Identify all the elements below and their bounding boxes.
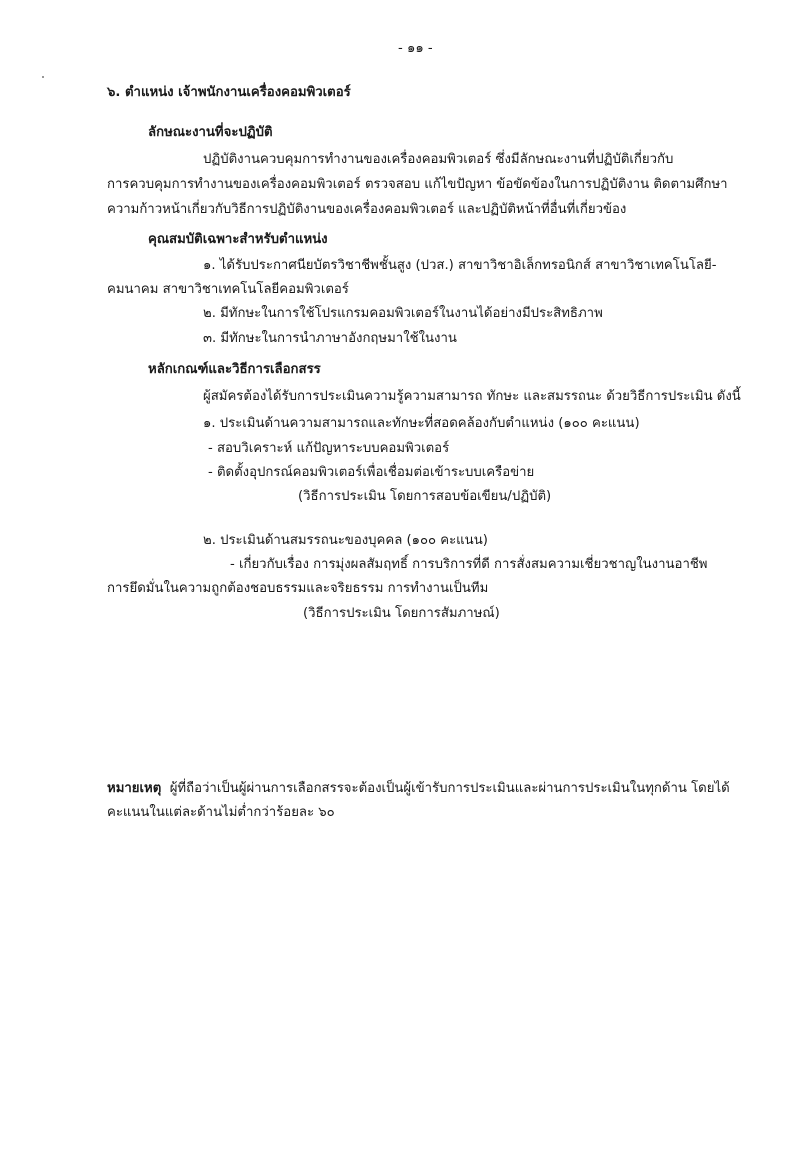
- assessment-part2-title: ๒. ประเมินด้านสมรรถนะของบุคคล (๑๐๐ คะแนน): [203, 533, 488, 548]
- job-nature-line: การควบคุมการทำงานของเครื่องคอมพิวเตอร์ ตรวจสอบ แก้ไขปัญหา ข้อขัดข้องในการปฏิบัติงาน ติดตามศึกษา: [107, 177, 728, 192]
- note-line-2: คะแนนในแต่ละด้านไม่ต่ำกว่าร้อยละ ๖๐: [107, 805, 335, 820]
- job-nature-title: ลักษณะงานที่จะปฏิบัติ: [148, 125, 273, 140]
- note-line-1: [107, 780, 730, 798]
- note-text: ผู้ที่ถือว่าเป็นผู้ผ่านการเลือกสรรจะต้องเป็นผู้เข้ารับการประเมินและผ่านการประเมินในทุกด้าน โดยได้: [169, 781, 730, 796]
- qualification-line: คมนาคม สาขาวิชาเทคโนโลยีคอมพิวเตอร์: [107, 282, 349, 297]
- assessment-part2-method: (วิธีการประเมิน โดยการสัมภาษณ์): [303, 606, 500, 621]
- qualification-line: ๓. มีทักษะในการนำภาษาอังกฤษมาใช้ในงาน: [203, 331, 457, 346]
- scan-speck: [42, 76, 44, 78]
- selection-title: หลักเกณฑ์และวิธีการเลือกสรร: [148, 362, 321, 377]
- assessment-part1-method: (วิธีการประเมิน โดยการสอบข้อเขียน/ปฏิบัติ): [298, 489, 552, 504]
- qualifications-title: คุณสมบัติเฉพาะสำหรับตำแหน่ง: [148, 232, 328, 247]
- job-nature-line: ความก้าวหน้าเกี่ยวกับวิธีการปฏิบัติงานของเครื่องคอมพิวเตอร์ และปฏิบัติหน้าที่อื่นที่เกี่ยวข้อง: [107, 202, 627, 217]
- assessment-part2-line: การยึดมั่นในความถูกต้องชอบธรรมและจริยธรรม การทำงานเป็นทีม: [107, 581, 489, 596]
- page-number: - ๑๑ -: [398, 41, 433, 56]
- job-nature-line: ปฏิบัติงานควบคุมการทำงานของเครื่องคอมพิวเตอร์ ซึ่งมีลักษณะงานที่ปฏิบัติเกี่ยวกับ: [203, 152, 674, 167]
- assessment-part1-item: - สอบวิเคราะห์ แก้ปัญหาระบบคอมพิวเตอร์: [208, 441, 450, 456]
- qualification-line: ๒. มีทักษะในการใช้โปรแกรมคอมพิวเตอร์ในงานได้อย่างมีประสิทธิภาพ: [203, 306, 603, 321]
- qualification-line: ๑. ได้รับประกาศนียบัตรวิชาชีพชั้นสูง (ปวส.) สาขาวิชาอิเล็กทรอนิกส์ สาขาวิชาเทคโนโลยี-: [203, 258, 717, 273]
- selection-intro: ผู้สมัครต้องได้รับการประเมินความรู้ความสามารถ ทักษะ และสมรรถนะ ด้วยวิธีการประเมิน ดังนี้: [203, 389, 741, 404]
- assessment-part1-item: - ติดตั้งอุปกรณ์คอมพิวเตอร์เพื่อเชื่อมต่อเข้าระบบเครือข่าย: [208, 465, 535, 480]
- position-heading: ๖. ตำแหน่ง เจ้าพนักงานเครื่องคอมพิวเตอร์: [107, 85, 351, 100]
- assessment-part1-title: ๑. ประเมินด้านความสามารถและทักษะที่สอดคล้องกับตำแหน่ง (๑๐๐ คะแนน): [203, 416, 640, 431]
- note-label: หมายเหตุ: [107, 781, 162, 796]
- assessment-part2-line: - เกี่ยวกับเรื่อง การมุ่งผลสัมฤทธิ์ การบริการที่ดี การสั่งสมความเชี่ยวชาญในงานอาชีพ: [230, 557, 708, 572]
